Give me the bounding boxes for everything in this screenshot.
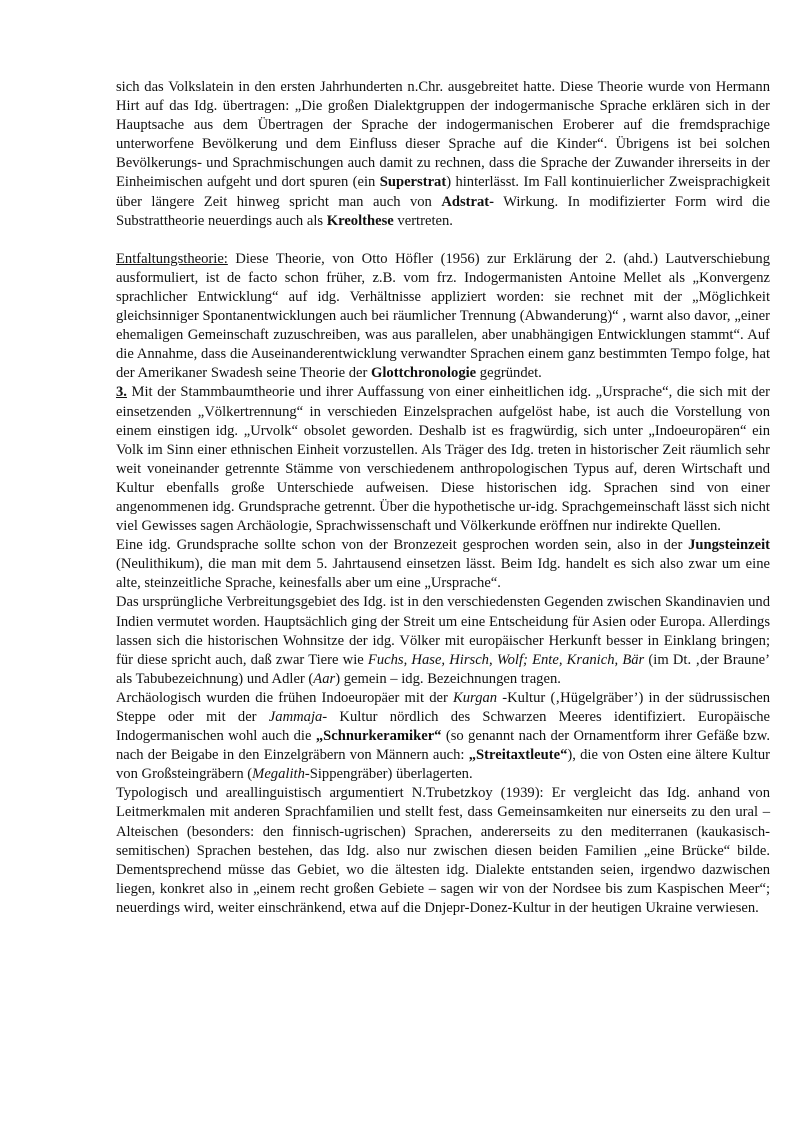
text: Wirkung. In modifizierter Form wird die Substrattheorie neuerdings auch als bbox=[116, 193, 770, 229]
document-page bbox=[116, 78, 770, 918]
term-megalith: Megalith bbox=[252, 766, 305, 783]
term-jungsteinzeit: Jungsteinzeit bbox=[688, 537, 770, 554]
text: sich das Volkslatein in den ersten Jahrhunderten n.Chr. ausgebreitet hatte. Diese Theorie wurde von Hermann Hirt auf das Idg. übertragen: „Die großen Dialektgruppen der indogermanische Sprache erklären sich in der Hauptsache aus dem Übertragen der Sprache der indogermanischen Eroberer auf die fremdsprachige unterworfene Bevölkerung und dem Einfluss dieser Sprache auf die Kinder“. Übrigens ist bei solchen Bevölkerungs- und Sprachmischungen auch damit zu rechnen, dass die Sprache der Zuwander ihrerseits in der Einheimischen aufgeht und dort spuren (ein bbox=[116, 79, 770, 191]
paragraph-section-3 bbox=[116, 383, 770, 536]
text: Diese Theorie, von Otto Höfler (1956) zur Erklärung der 2. (ahd.) Lautverschiebung ausformuliert, ist de facto schon früher, z.B. vom frz. Indogermanisten Antoine Mellet als „Konvergenz sprachlicher Entwicklung“ auf idg. Verhältnisse appliziert worden: sie rechnet mit der „Möglichkeit gleichsinniger Spontanentwicklungen auch bei räumlicher Trennung (Abwanderung)“ , warnt also davor, „einer ehemaligen Gemeinschaft zuzuschreiben, was aus parallelen, aber unabhängigen Entwicklungen stammt“. Auf die Annahme, dass die Auseinanderentwicklung verwandter Sprachen einem ganz bestimmten Tempo folge, hat der Amerikaner Swadesh seine Theorie der bbox=[116, 250, 770, 382]
heading-entfaltungstheorie: Entfaltungstheorie: bbox=[116, 250, 228, 267]
text: Mit der Stammbaumtheorie und ihrer Auffassung von einer einheitlichen idg. „Ursprache“, die sich mit der einsetzenden „Völkertrennung“ in verschieden Einzelsprachen aufgelöst habe, ist auch die Vorstellung von einem einstigen idg. „Urvolk“ obsolet geworden. Deshalb ist es fragwürdig, sich unter „Indoeuropären“ ein Volk im Sinn einer ethnischen Einheit vorzustellen. Als Träger des Idg. treten in historischer Zeit räumlich sehr weit voneinander getrennte Stämme von verschiedenem anthropologischen Typus auf, deren Wirtschaft und Kultur ebenfalls große Unterschiede aufweisen. Diese historischen idg. Sprachen sind von einer angenommenen idg. Grundsprache getrennt. Über die hypothetische ur-idg. Sprachgemeinschaft lässt sich nicht viel Gewisses sagen Archäologie, Sprachwissenschaft und Völkerkunde eröffnen nur indirekte Quellen. bbox=[116, 384, 770, 535]
text: (im Dt. ‚der Braune’ als Tabubezeichnung) und Adler ( bbox=[116, 651, 770, 687]
term-kurgan: Kurgan bbox=[453, 689, 498, 706]
paragraph-verbreitungsgebiet bbox=[116, 593, 770, 688]
text: Archäologisch wurden die frühen Indoeuropäer mit der bbox=[116, 689, 454, 706]
text: ) gemein – idg. Bezeichnungen tragen. bbox=[335, 670, 561, 687]
paragraph-archaeologie bbox=[116, 689, 770, 784]
text: -Sippengräber) überlagerten. bbox=[304, 766, 473, 783]
text: ), die von Osten eine ältere Kultur von Großsteingräbern ( bbox=[116, 747, 770, 783]
term-glottchronologie: Glottchronologie bbox=[371, 365, 477, 382]
paragraph-jungsteinzeit bbox=[116, 536, 770, 593]
paragraph-substrate bbox=[116, 78, 770, 231]
text: gegründet. bbox=[476, 365, 542, 382]
term-streitaxtleute: „Streitaxtleute“ bbox=[468, 747, 568, 764]
text: -Kultur (‚Hügelgräber’) in der südrussischen Steppe oder mit der bbox=[116, 689, 770, 725]
paragraph-entfaltung bbox=[116, 250, 770, 384]
term-kreolthese: Kreolthese bbox=[326, 212, 394, 229]
term-jammaja: Jammaja- bbox=[268, 709, 328, 725]
text: (so genannt nach der Ornamentform ihrer Gefäße bzw. nach der Beigabe in den Einzelgräbern von Männern auch: bbox=[116, 728, 770, 764]
term-superstrat: Superstrat bbox=[379, 174, 447, 191]
term-schnurkeramiker: „Schnurkeramiker“ bbox=[315, 728, 442, 745]
animal-list: Fuchs, Hase, Hirsch, Wolf; Ente, Kranich, Bär bbox=[367, 651, 645, 668]
term-adstrat: Adstrat- bbox=[441, 193, 495, 210]
text: (Neulithikum), die man mit dem 5. Jahrtausend einsetzen lässt. Beim Idg. handelt es sich also zwar um eine alte, steinzeitliche Sprache, keinesfalls aber um eine „Ursprache“. bbox=[116, 556, 770, 592]
text: Typologisch und areallinguistisch argumentiert N.Trubetzkoy (1939): Er vergleicht das Idg. anhand von Leitmerkmalen mit anderen Sprachfamilien und stellt fest, dass Gemeinsamkeiten nur einerseits zu den ural – Alteischen (besonders: den finnisch-ugrischen) Sprachen, andererseits zu den mediterranen (kaukasisch-semitischen) Sprachen bestehen, das Idg. also nur zwischen diesen beiden Familien „eine Brücke“ bilde. Dementsprechend müsse das Gebiet, wo die ältesten idg. Dialekte entstanden seien, irgendwo dazwischen liegen, konkret also in „einem recht großen Gebiete – sagen wir von der Nordsee bis zum Kaspischen Meer“; neuerdings wird, weiter einschränkend, etwa auf die Dnjepr-Donez-Kultur in der heutigen Ukraine verwiesen. bbox=[116, 785, 770, 916]
term-aar: Aar bbox=[313, 670, 336, 687]
paragraph-gap bbox=[116, 231, 770, 250]
text: Kultur nördlich des Schwarzen Meeres identifiziert. Europäische Indogermanischen wohl auch die bbox=[116, 709, 771, 745]
text: Eine idg. Grundsprache sollte schon von der Bronzezeit gesprochen worden sein, also in der bbox=[116, 537, 689, 554]
text: vertreten. bbox=[393, 212, 453, 229]
section-number: 3. bbox=[116, 384, 127, 401]
paragraph-trubetzkoy bbox=[116, 784, 770, 918]
text: Das ursprüngliche Verbreitungsgebiet des Idg. ist in den verschiedensten Gegenden zwischen Skandinavien und Indien vermutet worden. Hauptsächlich ging der Streit um eine Entscheidung für Asien oder Europa. Allerdings lassen sich die historischen Wohnsitze der idg. Völker mit europäischer Herkunft besser in Einklang bringen; für diese spricht auch, daß zwar Tiere wie bbox=[116, 594, 770, 668]
text: ) hinterlässt. Im Fall kontinuierlicher Zweisprachigkeit über längere Zeit hinweg spricht man auch von bbox=[116, 174, 771, 210]
